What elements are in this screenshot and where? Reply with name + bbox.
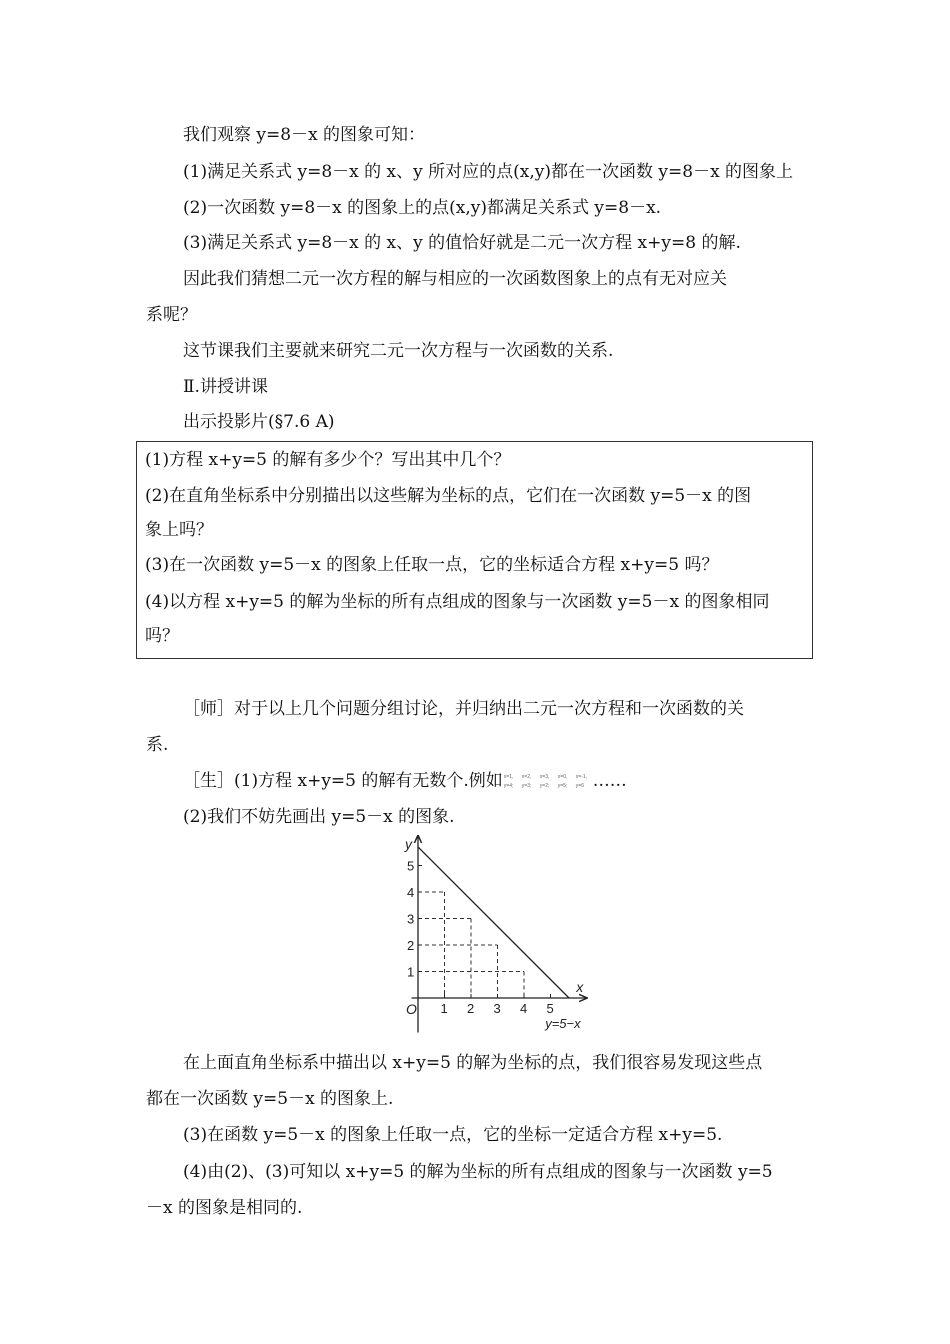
text-line: (4)由(2)、(3)可知以 x+y=5 的解为坐标的所有点组成的图象与一次函数 y=5	[183, 1162, 773, 1182]
x-tick-label: 5	[546, 1001, 554, 1016]
y-tick-label: 2	[407, 938, 415, 953]
y-axis-label: y	[405, 836, 412, 852]
function-line-label: y=5−x	[545, 1016, 581, 1031]
example-x: x=-1,	[575, 773, 588, 780]
question-2-cont: 象上吗？	[145, 520, 213, 540]
x-tick-label: 2	[467, 1001, 475, 1016]
student-answer-1	[183, 770, 627, 792]
text-line: 因此我们猜想二元一次方程的解与相应的一次函数图象上的点有无对应关	[183, 269, 727, 289]
question-3: (3)在一次函数 y=5－x 的图象上任取一点，它的坐标适合方程 x+y=5 吗？	[145, 555, 719, 575]
example-x: x=2,	[521, 773, 532, 780]
y-tick-label: 4	[407, 885, 415, 900]
text-line: 系呢？	[146, 305, 197, 325]
example-y: y=5;	[557, 782, 568, 789]
question-1: (1)方程 x+y=5 的解有多少个？写出其中几个？	[145, 450, 511, 470]
x-axis-label: x	[576, 979, 584, 995]
text-line: (1)满足关系式 y=8－x 的 x、y 所对应的点(x,y)都在一次函数 y=8－x 的图象上	[183, 162, 794, 182]
question-4: (4)以方程 x+y=5 的解为坐标的所有点组成的图象与一次函数 y=5－x 的图象相同	[145, 592, 770, 612]
x-tick-label: 4	[520, 1001, 528, 1016]
example-y: y=6	[575, 782, 584, 789]
x-tick-label: 3	[493, 1001, 501, 1016]
text-line: 系.	[146, 735, 169, 755]
text-line: 出示投影片(§7.6 A)	[183, 412, 335, 432]
function-line	[418, 847, 569, 998]
example-x: x=1,	[503, 773, 514, 780]
example-y: y=2;	[539, 782, 550, 789]
example-y: y=4;	[503, 782, 514, 789]
text-line: (3)在函数 y=5－x 的图象上任取一点，它的坐标一定适合方程 x+y=5.	[183, 1125, 723, 1145]
text-line: 在上面直角坐标系中描出以 x+y=5 的解为坐标的点，我们很容易发现这些点	[183, 1053, 763, 1073]
linear-function-graph	[380, 835, 610, 1040]
text-line: 都在一次函数 y=5－x 的图象上.	[146, 1089, 394, 1109]
question-box	[136, 441, 813, 659]
question-4-cont: 吗？	[145, 626, 179, 646]
y-tick-label: 5	[407, 858, 415, 874]
text-line: (3)满足关系式 y=8－x 的 x、y 的值恰好就是二元一次方程 x+y=8 的解.	[183, 233, 741, 253]
question-2: (2)在直角坐标系中分别描出以这些解为坐标的点，它们在一次函数 y=5－x 的图	[145, 486, 752, 506]
example-x: x=3,	[539, 773, 550, 780]
origin-label: O	[406, 1001, 417, 1017]
text-line: 我们观察 y=8－x 的图象可知：	[183, 125, 426, 145]
solution-examples	[503, 772, 593, 792]
student-answer-1-suffix: ……	[592, 771, 627, 791]
text-line: 这节课我们主要就来研究二元一次方程与一次函数的关系.	[183, 341, 614, 361]
text-line: －x 的图象是相同的.	[146, 1198, 303, 1218]
example-y: y=3;	[521, 782, 532, 789]
section-heading: Ⅱ.讲授讲课	[183, 377, 268, 397]
x-tick-label: 1	[440, 1001, 448, 1016]
y-tick-label: 3	[407, 911, 415, 927]
student-answer-1-prefix: ［生］(1)方程 x+y=5 的解有无数个.例如	[183, 771, 503, 791]
example-x: x=0,	[557, 773, 568, 780]
text-line: (2)一次函数 y=8－x 的图象上的点(x,y)都满足关系式 y=8－x.	[183, 198, 662, 218]
y-tick-label: 1	[407, 964, 415, 980]
text-line: (2)我们不妨先画出 y=5－x 的图象.	[183, 807, 455, 827]
text-line: ［师］对于以上几个问题分组讨论，并归纳出二元一次方程和一次函数的关	[183, 699, 744, 719]
